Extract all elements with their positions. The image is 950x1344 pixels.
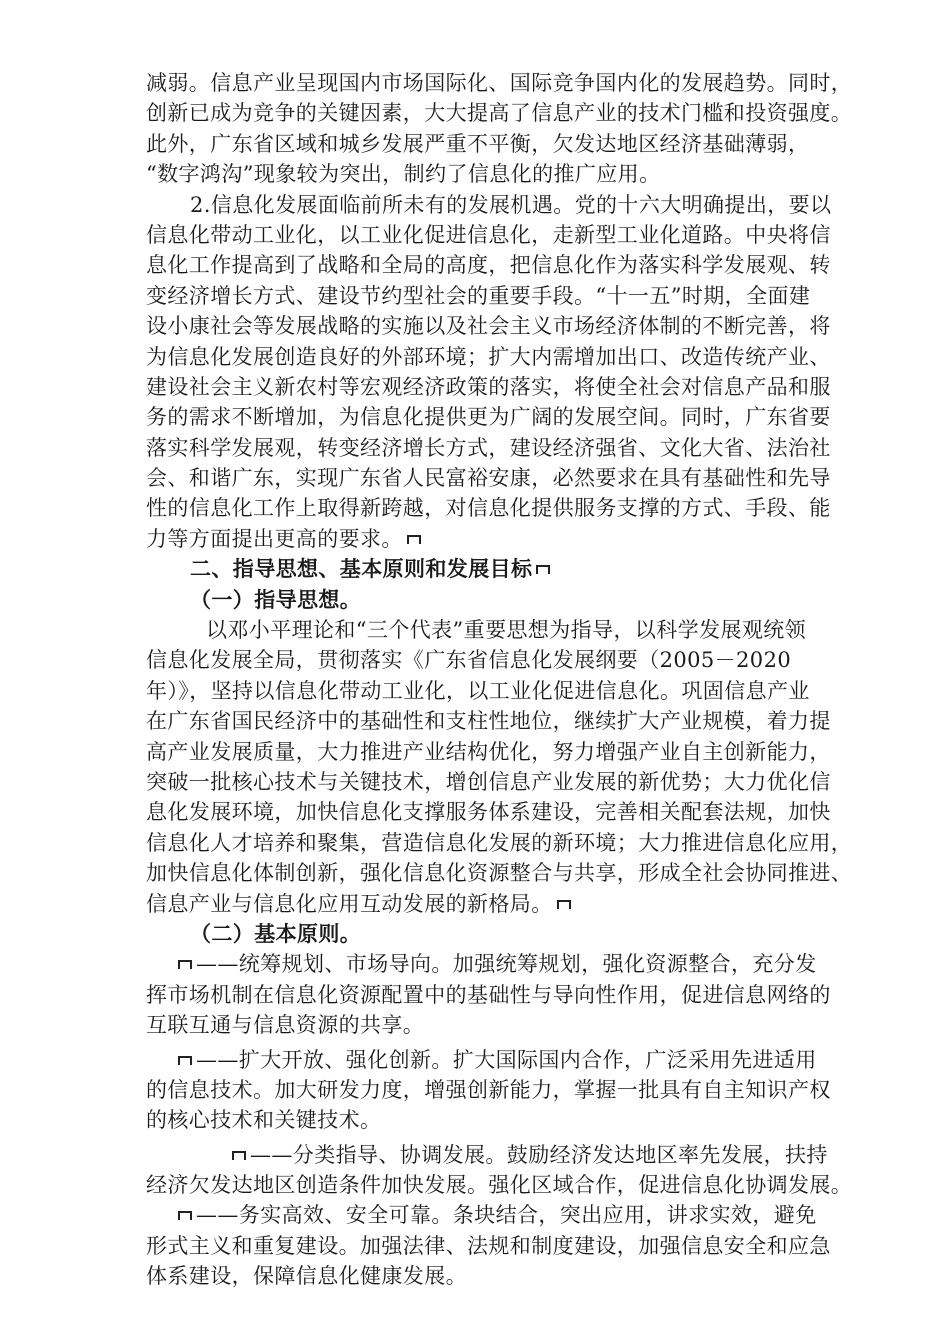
text-line: 形式主义和重复建设。加强法律、法规和制度建设，加强信息安全和应急 [146,1233,831,1258]
text-line: 设小康社会等发展战略的实施以及社会主义市场经济体制的不断完善，将 [146,314,831,339]
text-line-content: ——分类指导、协调发展。鼓励经济发达地区率先发展，扶持 [250,1142,828,1167]
text-line-content: 信息产业与信息化应用互动发展的新格局。 [146,891,553,916]
text-line: 的信息技术。加大研发力度，增强创新能力，掌握一批具有自主知识产权 [146,1077,831,1102]
text-line: 落实科学发展观，转变经济增长方式，建设经济强省、文化大省、法治社 [146,435,831,460]
text-line [146,1045,866,1075]
text-line-content: ——务实高效、安全可靠。条块结合，突出应用，讲求实效，避免 [196,1203,817,1228]
principle-item [146,1140,866,1201]
document-body [146,68,866,1292]
principle-item [146,1045,866,1136]
text-line: 的核心技术和关键技术。 [146,1108,382,1133]
principle-item [146,949,866,1040]
text-line: 建设社会主义新农村等宏观经济政策的落实，将使全社会对信息产品和服 [146,374,831,399]
text-line [146,889,866,919]
text-line: 减弱。信息产业呈现国内市场国际化、国际竞争国内化的发展趋势。同时， [146,71,853,95]
text-line: 息化发展环境，加快信息化支撑服务体系建设，完善相关配套法规，加快 [146,800,831,825]
paragraph-mark-icon [178,1056,192,1065]
text-line: 性的信息化工作上取得新跨越，对信息化提供服务支撑的方式、手段、能 [146,496,831,521]
paragraph-mark-icon [232,1151,246,1160]
text-line: 信息化发展全局，贯彻落实《广东省信息化发展纲要（2005－2020 [146,648,792,673]
paragraph-mark-icon [178,1211,192,1220]
principle-item [146,1200,866,1291]
text-line: 息化工作提高到了战略和全局的高度，把信息化作为落实科学发展观、转 [146,253,831,278]
text-line: 突破一批核心技术与关键技术，增创信息产业发展的新优势；大力优化信 [146,769,831,794]
paragraph-guiding-ideology [146,615,866,919]
paragraph-intro [146,68,866,190]
text-line-content: ——统筹规划、市场导向。加强统筹规划，强化资源整合，充分发 [196,952,817,977]
paragraph-mark-icon [407,535,421,544]
paragraph-opportunity [146,190,866,555]
text-line: 高产业发展质量，大力推进产业结构优化，努力增强产业自主创新能力， [146,739,831,764]
text-line: 互联互通与信息资源的共享。 [146,1013,425,1038]
text-line: 2.信息化发展面临前所未有的发展机遇。党的十六大明确提出，要以 [190,192,832,217]
text-line: 为信息化发展创造良好的外部环境；扩大内需增加出口、改造传统产业、 [146,344,831,369]
text-line: 此外，广东省区域和城乡发展严重不平衡，欠发达地区经济基础薄弱， [146,131,810,156]
paragraph-mark-icon [557,900,571,909]
paragraph-mark-icon [536,565,550,574]
text-line: 加快信息化体制创新，强化信息化资源整合与共享，形成全社会协同推进、 [146,861,853,886]
subsection-heading: （二）基本原则。 [190,920,362,946]
text-line: 体系建设，保障信息化健康发展。 [146,1264,467,1289]
text-line [146,949,866,979]
text-line: 挥市场机制在信息化资源配置中的基础性与导向性作用，促进信息网络的 [146,982,831,1007]
text-line: 在广东省国民经济中的基础性和支柱性地位，继续扩大产业规模，着力提 [146,709,831,734]
section-heading-text: 二、指导思想、基本原则和发展目标 [190,556,533,582]
text-line: 信息化带动工业化，以工业化促进信息化，走新型工业化道路。中央将信 [146,222,831,247]
text-line: 务的需求不断增加，为信息化提供更为广阔的发展空间。同时，广东省要 [146,405,831,430]
text-line: 变经济增长方式、建设节约型社会的重要手段。“十一五”时期，全面建 [146,283,811,308]
text-line: 信息化人才培养和聚集，营造信息化发展的新环境；大力推进信息化应用， [146,830,853,855]
text-line: “数字鸿沟”现象较为突出，制约了信息化的推广应用。 [146,162,661,187]
text-line [146,1140,866,1170]
text-line: 会、和谐广东，实现广东省人民富裕安康，必然要求在具有基础性和先导 [146,466,831,491]
text-line-content: 力等方面提出更高的要求。 [146,526,403,551]
text-line: 创新已成为竞争的关键因素，大大提高了信息产业的技术门槛和投资强度。 [146,101,853,126]
text-line: 经济欠发达地区创造条件加快发展。强化区域合作，促进信息化协调发展。 [146,1173,853,1198]
text-line [146,1200,866,1230]
paragraph-mark-icon [178,960,192,969]
text-line-content: ——扩大开放、强化创新。扩大国际国内合作，广泛采用先进适用 [196,1047,817,1072]
text-line: 年）》，坚持以信息化带动工业化，以工业化促进信息化。巩固信息产业 [146,678,810,703]
text-line: 以邓小平理论和“三个代表”重要思想为指导，以科学发展观统领 [206,618,807,643]
text-line [146,524,866,554]
section-heading [146,554,866,584]
subsection-heading: （一）指导思想。 [190,586,362,612]
